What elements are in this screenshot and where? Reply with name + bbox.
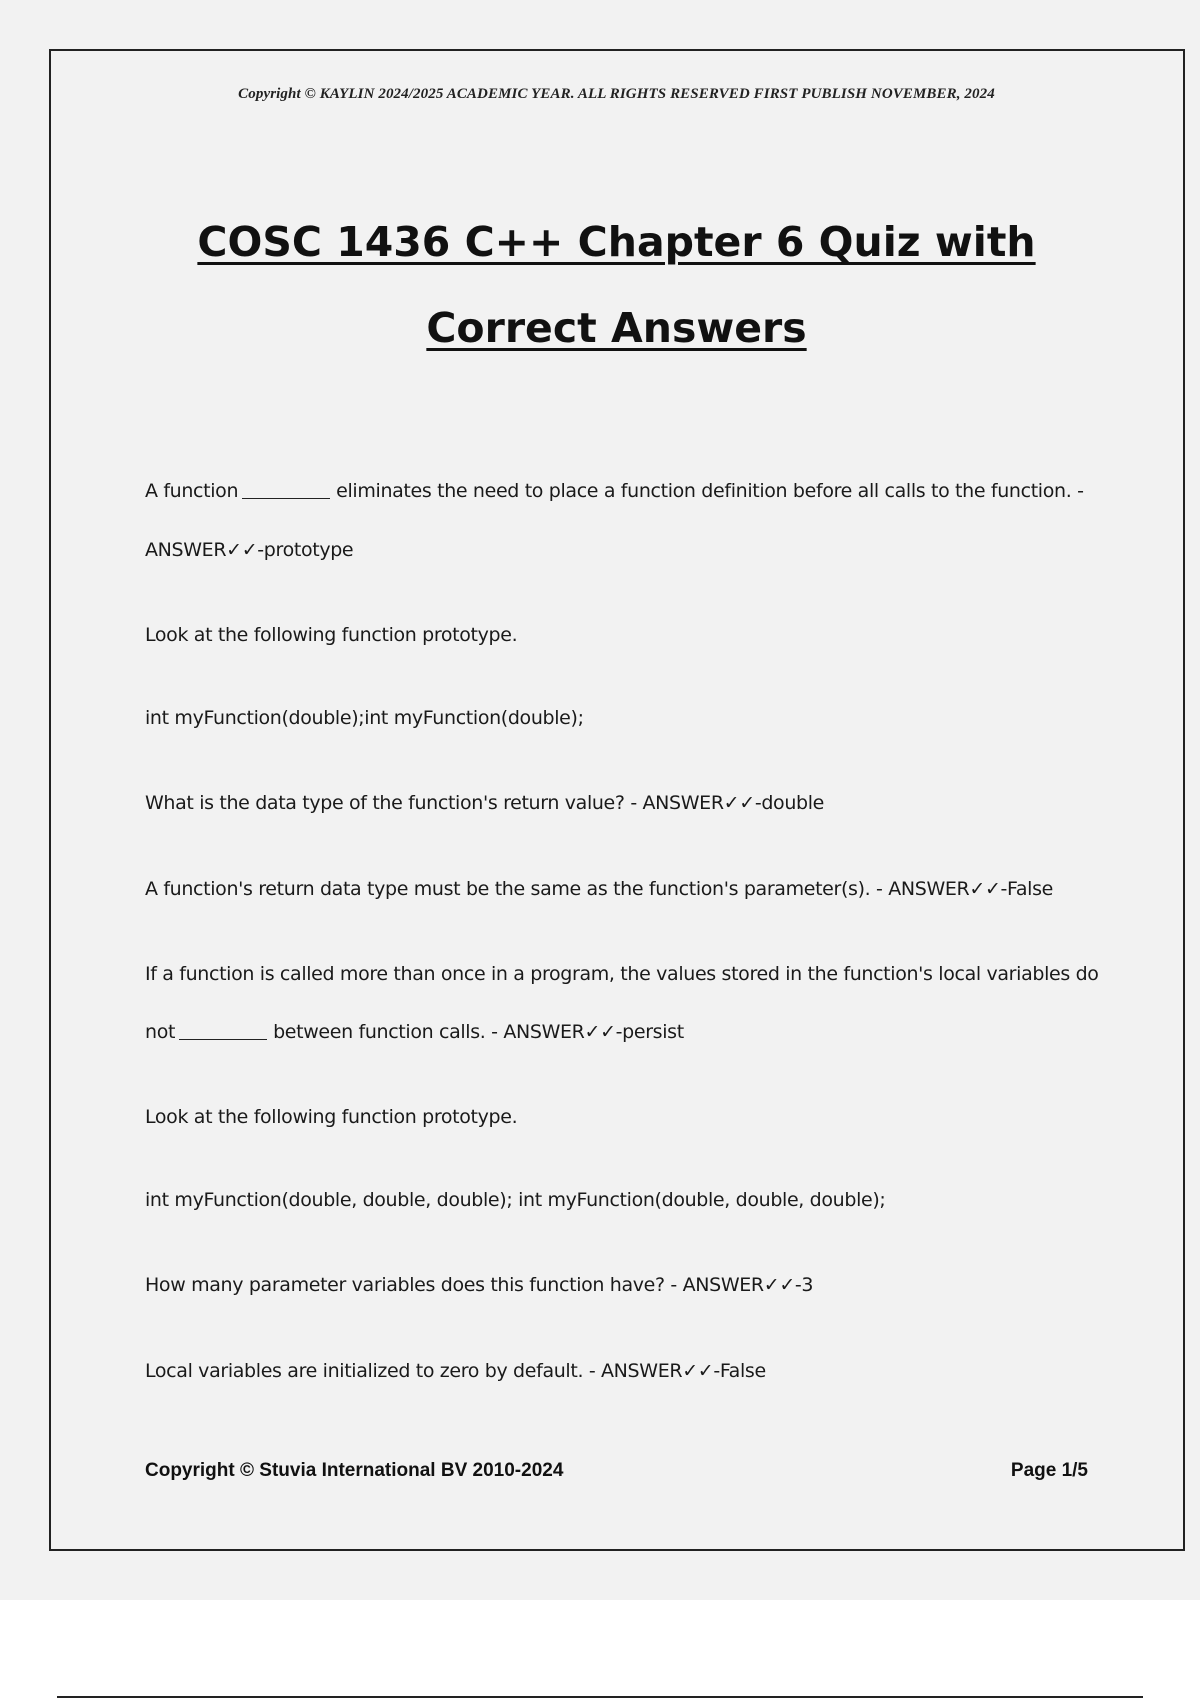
question-2-question: What is the data type of the function's return value? - ANSWER✓✓-double [145, 792, 824, 814]
header-copyright: Copyright © KAYLIN 2024/2025 ACADEMIC YEAR. ALL RIGHTS RESERVED FIRST PUBLISH NOVEMBER, 2024 [238, 86, 995, 102]
question-6: Local variables are initialized to zero by default. - ANSWER✓✓-False [145, 1360, 766, 1382]
question-2-code: int myFunction(double);int myFunction(double); [145, 707, 584, 729]
question-4-text-end: between function calls. - ANSWER✓✓-persist [273, 1021, 684, 1043]
question-4-line-2 [145, 1021, 684, 1043]
page-title-line-2: Correct Answers [426, 304, 807, 352]
question-5-question: How many parameter variables does this function have? - ANSWER✓✓-3 [145, 1274, 814, 1296]
fill-in-blank [242, 498, 330, 499]
question-3: A function's return data type must be the same as the function's parameter(s). - ANSWER✓✓-False [145, 878, 1053, 900]
question-1-text-end: eliminates the need to place a function definition before all calls to the function. - [336, 480, 1084, 502]
question-5-intro: Look at the following function prototype. [145, 1106, 518, 1128]
page-title-line-1: COSC 1436 C++ Chapter 6 Quiz with [197, 218, 1036, 266]
question-4-text-start: not [145, 1021, 176, 1043]
page-number: Page 1/5 [1010, 1460, 1088, 1481]
question-1-text-start: A function [145, 480, 239, 502]
fill-in-blank [179, 1039, 267, 1040]
question-4-line-1: If a function is called more than once in a program, the values stored in the function's local variables do [145, 963, 1099, 985]
next-page-top-rule [57, 1696, 1143, 1698]
question-5-code: int myFunction(double, double, double); int myFunction(double, double, double); [145, 1189, 886, 1211]
question-1-answer: ANSWER✓✓-prototype [145, 539, 354, 561]
footer-copyright: Copyright © Stuvia International BV 2010-2024 [145, 1460, 564, 1481]
question-1-line [145, 480, 1084, 502]
question-2-intro: Look at the following function prototype. [145, 624, 518, 646]
